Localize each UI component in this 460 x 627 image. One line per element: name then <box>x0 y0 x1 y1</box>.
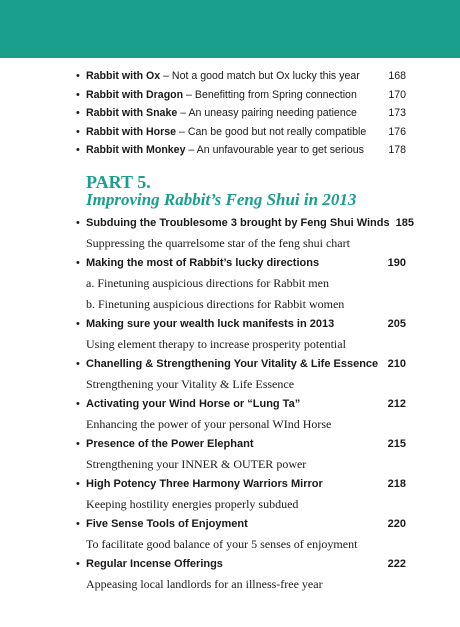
part-subheading: Improving Rabbit’s Feng Shui in 2013 <box>86 189 357 209</box>
toc-entry-title: Rabbit with Ox <box>86 70 161 82</box>
table-of-contents <box>76 70 414 598</box>
toc-page-number: 215 <box>387 437 406 450</box>
toc-entry[interactable] <box>76 437 406 457</box>
toc-entry-title: Rabbit with Dragon <box>86 88 184 101</box>
toc-entry[interactable] <box>76 477 406 497</box>
toc-page-number: 170 <box>388 88 406 101</box>
toc-entry-text <box>86 126 380 138</box>
toc-page-number: 220 <box>387 517 406 530</box>
toc-page-number: 212 <box>387 397 406 410</box>
toc-entry-text <box>86 217 390 229</box>
part5-heading-block <box>86 173 406 209</box>
part4-entries <box>76 70 406 163</box>
toc-entry-text <box>86 358 382 370</box>
bullet-icon: • <box>76 107 80 120</box>
toc-entry-description: Appeasing local landlords for an illness-free year <box>86 576 323 591</box>
toc-entry[interactable] <box>76 517 406 537</box>
toc-entry-title: Subduing the Troublesome 3 brought by Feng Shui Winds <box>86 216 390 229</box>
toc-entry-text <box>86 438 382 450</box>
toc-entry[interactable] <box>76 144 406 163</box>
toc-entry-text <box>86 70 380 82</box>
toc-entry-text <box>86 107 380 119</box>
bullet-icon: • <box>76 88 80 101</box>
toc-entry-title: Rabbit with Snake <box>86 107 178 120</box>
toc-entry-title: Chanelling & Strengthening Your Vitality & Life Essence <box>86 357 379 370</box>
toc-entry-text <box>86 89 380 101</box>
toc-entry-desc: – An uneasy pairing needing patience <box>177 107 357 120</box>
part5-entries <box>76 216 414 596</box>
toc-page-number: 205 <box>387 317 406 330</box>
bullet-icon: • <box>76 256 80 269</box>
toc-page-number: 178 <box>388 144 406 157</box>
header-band <box>0 0 460 58</box>
toc-entry-desc: – Not a good match but Ox lucky this year <box>160 70 360 82</box>
toc-entry-description: Enhancing the power of your personal WInd Horse <box>86 416 332 431</box>
toc-entry-title: High Potency Three Harmony Warriors Mirror <box>86 477 323 490</box>
toc-entry-description: Strengthening your Vitality & Life Essence <box>86 376 295 391</box>
toc-entry-title: Making sure your wealth luck manifests in 2013 <box>86 317 335 330</box>
toc-entry-title: Rabbit with Horse <box>86 125 177 138</box>
bullet-icon: • <box>76 437 80 450</box>
bullet-icon: • <box>76 477 80 490</box>
bullet-icon: • <box>76 357 80 370</box>
bullet-icon: • <box>76 397 80 410</box>
toc-entry[interactable] <box>76 88 406 108</box>
toc-page-number: 222 <box>387 557 406 570</box>
toc-entry[interactable] <box>76 216 414 236</box>
toc-entry-text <box>86 257 382 269</box>
toc-page-number: 190 <box>387 256 406 269</box>
toc-entry-text <box>86 144 380 156</box>
toc-page-number: 218 <box>387 477 406 490</box>
toc-entry-text <box>86 518 382 530</box>
toc-entry-text <box>86 398 382 410</box>
toc-entry-description: Using element therapy to increase prosperity potential <box>86 336 346 351</box>
bullet-icon: • <box>76 517 80 530</box>
bullet-icon: • <box>76 557 80 570</box>
toc-entry-desc: – Can be good but not really compatible <box>176 125 367 138</box>
bullet-icon: • <box>76 70 80 82</box>
bullet-icon: • <box>76 216 80 229</box>
toc-entry[interactable] <box>76 357 406 377</box>
toc-entry-desc: – Benefitting from Spring connection <box>183 88 357 101</box>
toc-entry[interactable] <box>76 397 406 417</box>
bullet-icon: • <box>76 317 80 330</box>
toc-page-number: 185 <box>395 216 414 229</box>
toc-entry[interactable] <box>76 107 406 126</box>
toc-entry-description: Suppressing the quarrelsome star of the feng shui chart <box>86 235 350 250</box>
toc-entry[interactable] <box>76 256 406 276</box>
toc-entry-title: Regular Incense Offerings <box>86 557 223 570</box>
toc-entry[interactable] <box>76 125 406 145</box>
toc-entry-description: Keeping hostility energies properly subdued <box>86 496 299 511</box>
toc-entry-description: Strengthening your INNER & OUTER power <box>86 456 307 471</box>
toc-page-number: 210 <box>387 357 406 370</box>
toc-entry-title: Presence of the Power Elephant <box>86 437 254 450</box>
toc-entry-title: Activating your Wind Horse or “Lung Ta” <box>86 397 301 410</box>
bullet-icon: • <box>76 125 80 138</box>
toc-entry-description: b. Finetuning auspicious directions for Rabbit women <box>86 296 345 311</box>
toc-entry-title: Making the most of Rabbit’s lucky directions <box>86 256 320 269</box>
toc-entry-description: a. Finetuning auspicious directions for Rabbit men <box>86 275 329 290</box>
part-heading: PART 5. <box>86 171 151 192</box>
bullet-icon: • <box>76 144 80 157</box>
toc-entry[interactable] <box>76 317 406 337</box>
toc-entry[interactable] <box>76 557 406 577</box>
toc-entry-text <box>86 478 382 490</box>
toc-entry[interactable] <box>76 70 406 89</box>
toc-entry-desc: – An unfavourable year to get serious <box>185 144 364 157</box>
toc-entry-title: Rabbit with Monkey <box>86 144 186 157</box>
toc-page-number: 168 <box>388 70 406 82</box>
toc-page-number: 173 <box>388 107 406 120</box>
toc-page-number: 176 <box>388 125 406 138</box>
toc-entry-text <box>86 558 382 570</box>
toc-entry-text <box>86 318 382 330</box>
toc-entry-title: Five Sense Tools of Enjoyment <box>86 517 248 530</box>
toc-entry-description: To facilitate good balance of your 5 senses of enjoyment <box>86 536 358 551</box>
